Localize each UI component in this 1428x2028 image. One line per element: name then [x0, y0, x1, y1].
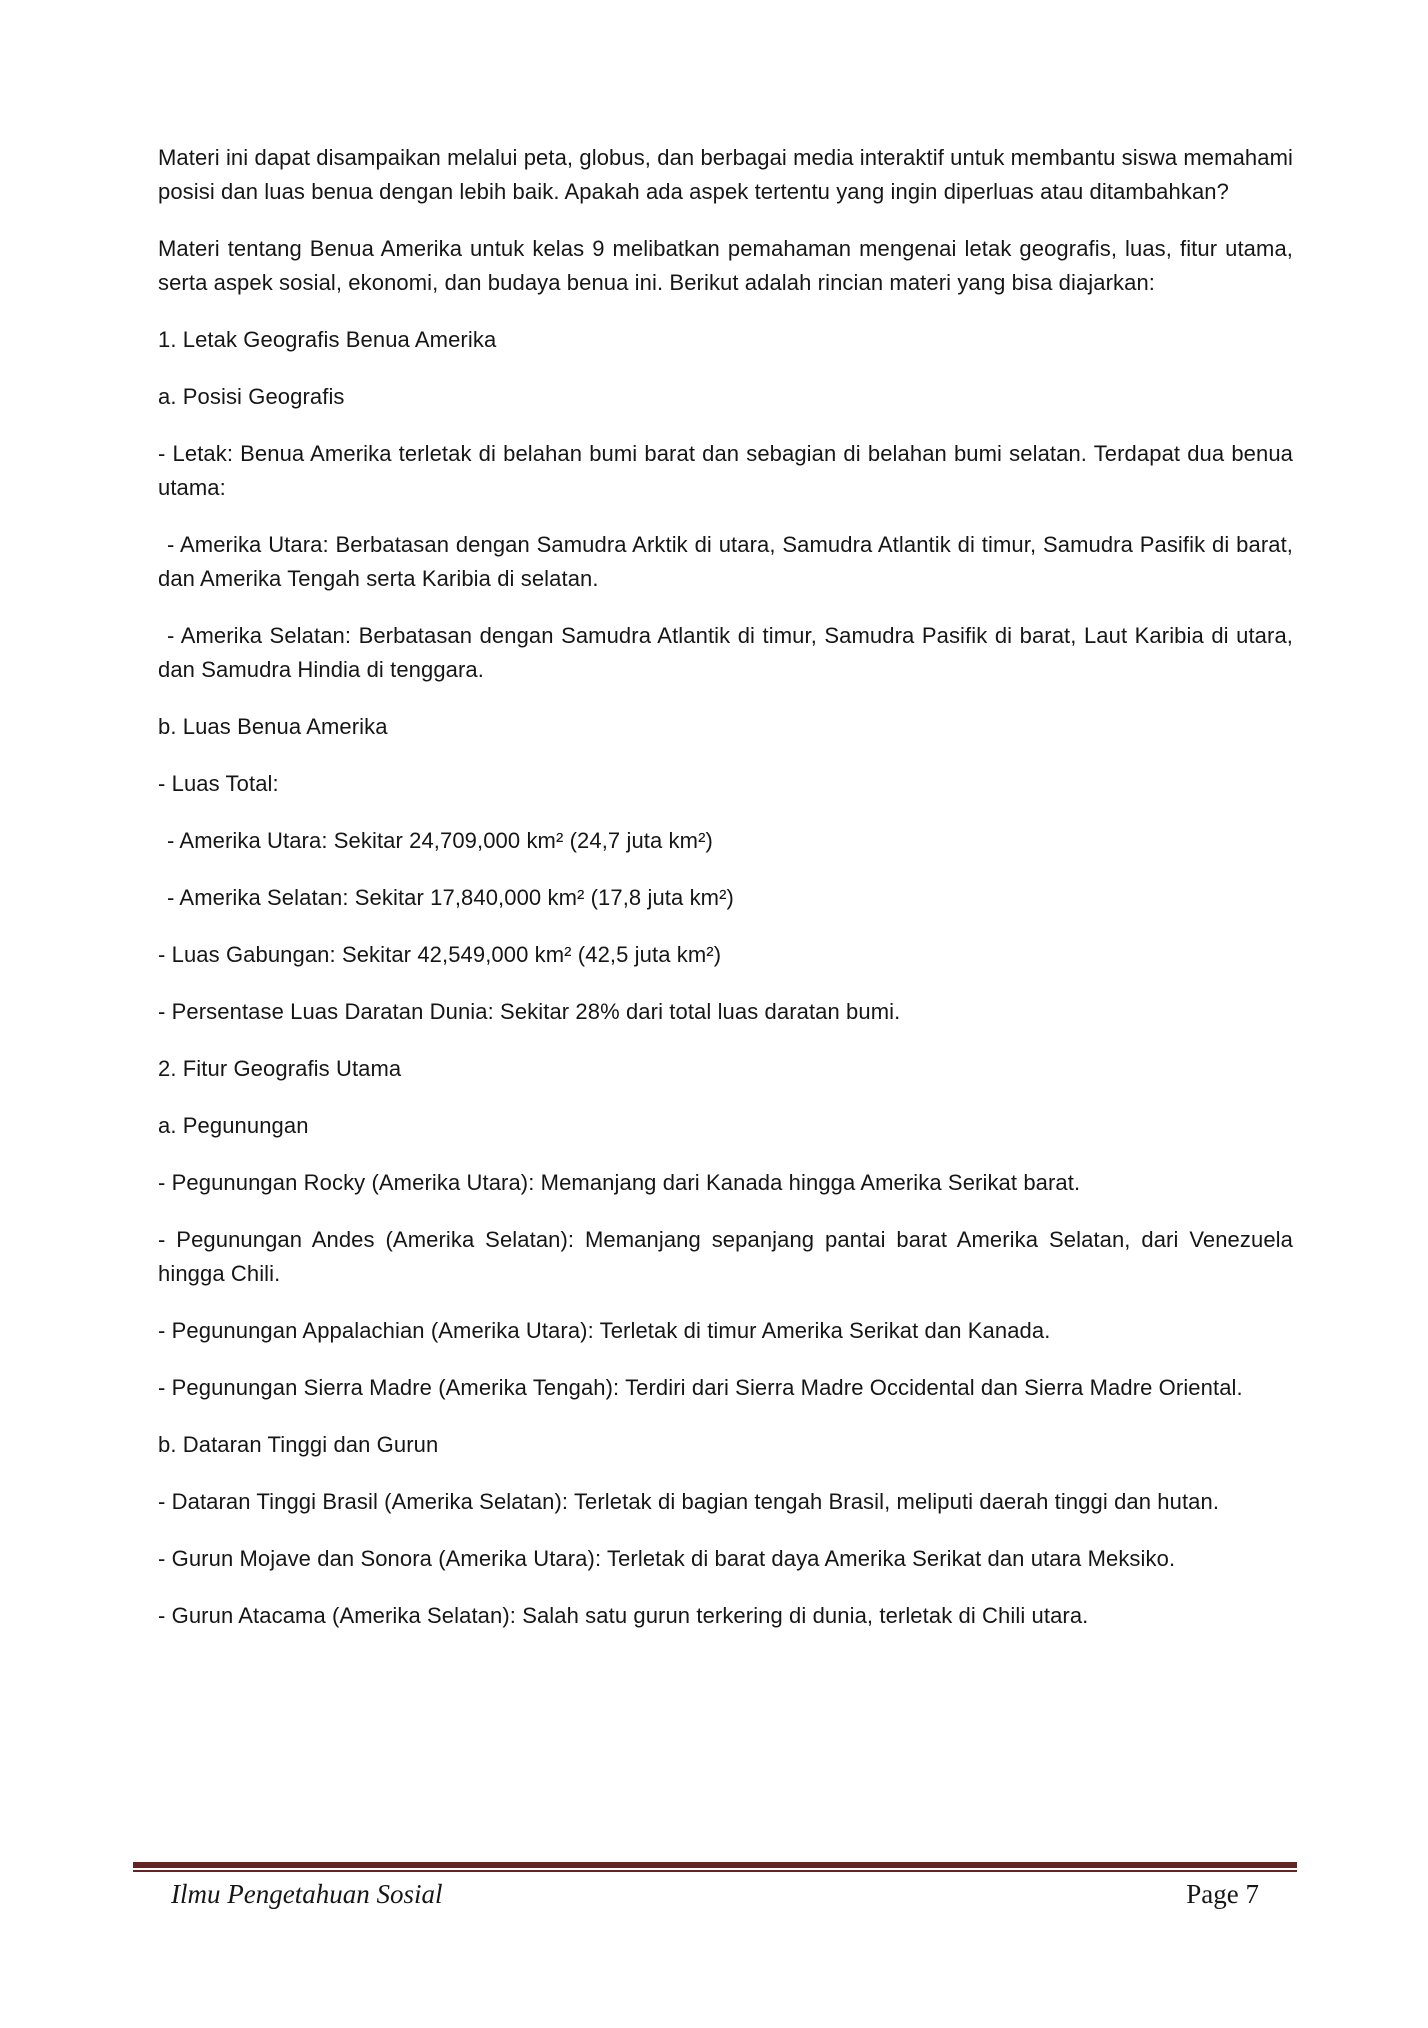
- list-subitem: - Amerika Selatan: Sekitar 17,840,000 km² (17,8 juta km²): [167, 885, 734, 910]
- subsection-heading: a. Posisi Geografis: [158, 384, 345, 409]
- section-heading: 2. Fitur Geografis Utama: [158, 1056, 402, 1081]
- list-subitem: - Amerika Utara: Berbatasan dengan Samudra Arktik di utara, Samudra Atlantik di timur, Samudra Pasifik di barat, dan Amerika Tengah serta Karibia di selatan.: [158, 532, 1293, 591]
- list-item: - Persentase Luas Daratan Dunia: Sekitar 28% dari total luas daratan bumi.: [158, 999, 901, 1024]
- footer-document-title: Ilmu Pengetahuan Sosial: [171, 1879, 443, 1909]
- page-footer: [133, 1862, 1297, 1910]
- paragraph: Materi tentang Benua Amerika untuk kelas 9 melibatkan pemahaman mengenai letak geografis, luas, fitur utama, serta aspek sosial, ekonomi, dan budaya benua ini. Berikut adalah rincian materi yang bisa diajarkan:: [158, 236, 1293, 295]
- list-subitem: - Amerika Selatan: Berbatasan dengan Samudra Atlantik di timur, Samudra Pasifik di barat, Laut Karibia di utara, dan Samudra Hindia di tenggara.: [158, 623, 1293, 682]
- footer-rule: [133, 1862, 1297, 1872]
- list-item: - Pegunungan Andes (Amerika Selatan): Memanjang sepanjang pantai barat Amerika Selatan, dari Venezuela hingga Chili.: [158, 1227, 1293, 1286]
- footer-rule-thick: [133, 1862, 1297, 1868]
- subsection-heading: b. Dataran Tinggi dan Gurun: [158, 1432, 439, 1457]
- section-heading: 1. Letak Geografis Benua Amerika: [158, 327, 497, 352]
- footer-text-row: [133, 1879, 1297, 1910]
- subsection-heading: b. Luas Benua Amerika: [158, 714, 388, 739]
- list-item: - Letak: Benua Amerika terletak di belahan bumi barat dan sebagian di belahan bumi selatan. Terdapat dua benua utama:: [158, 441, 1293, 500]
- list-item: - Gurun Atacama (Amerika Selatan): Salah satu gurun terkering di dunia, terletak di Chili utara.: [158, 1603, 1089, 1628]
- list-item: - Gurun Mojave dan Sonora (Amerika Utara): Terletak di barat daya Amerika Serikat dan utara Meksiko.: [158, 1546, 1176, 1571]
- list-item: - Dataran Tinggi Brasil (Amerika Selatan): Terletak di bagian tengah Brasil, meliputi daerah tinggi dan hutan.: [158, 1489, 1220, 1514]
- list-item: - Luas Total:: [158, 771, 279, 796]
- document-body: [158, 141, 1293, 1656]
- subsection-heading: a. Pegunungan: [158, 1113, 309, 1138]
- list-item: - Pegunungan Sierra Madre (Amerika Tengah): Terdiri dari Sierra Madre Occidental dan Sierra Madre Oriental.: [158, 1375, 1243, 1400]
- list-subitem: - Amerika Utara: Sekitar 24,709,000 km² (24,7 juta km²): [167, 828, 713, 853]
- footer-rule-thin: [133, 1870, 1297, 1872]
- footer-page-number: Page 7: [1186, 1879, 1259, 1909]
- list-item: - Pegunungan Rocky (Amerika Utara): Memanjang dari Kanada hingga Amerika Serikat barat.: [158, 1170, 1081, 1195]
- list-item: - Pegunungan Appalachian (Amerika Utara): Terletak di timur Amerika Serikat dan Kanada.: [158, 1318, 1051, 1343]
- list-item: - Luas Gabungan: Sekitar 42,549,000 km² (42,5 juta km²): [158, 942, 722, 967]
- paragraph: Materi ini dapat disampaikan melalui peta, globus, dan berbagai media interaktif untuk membantu siswa memahami posisi dan luas benua dengan lebih baik. Apakah ada aspek tertentu yang ingin diperluas atau ditambahkan?: [158, 145, 1293, 204]
